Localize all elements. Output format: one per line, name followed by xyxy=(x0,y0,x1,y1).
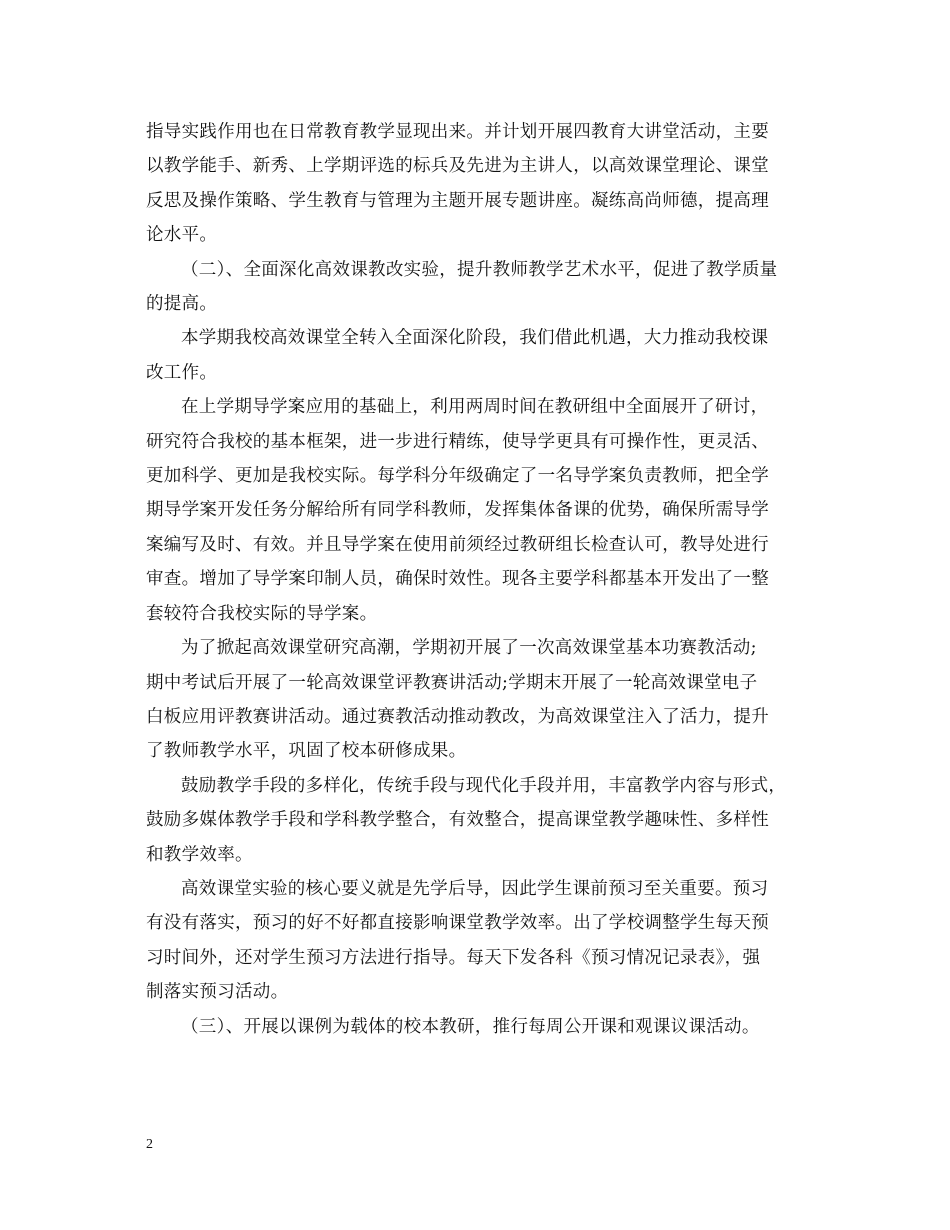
text-line: 套较符合我校实际的导学案。 xyxy=(146,603,378,624)
paragraph-section-2-heading xyxy=(146,253,806,322)
text-line: 期中考试后开展了一轮高效课堂评教赛讲活动;学期末开展了一轮高效课堂电子 xyxy=(146,672,758,693)
page-number: 2 xyxy=(146,1137,153,1152)
text-line: 以教学能手、新秀、上学期评选的标兵及先进为主讲人，以高效课堂理论、课堂 xyxy=(146,156,769,177)
text-line: 期导学案开发任务分解给所有同学科教师，发挥集体备课的优势，确保所需导学 xyxy=(146,500,769,521)
text-line: 本学期我校高效课堂全转入全面深化阶段，我们借此机遇，大力推动我校课 xyxy=(181,328,769,349)
document-body xyxy=(146,115,806,1044)
text-line: 审查。增加了导学案印制人员，确保时效性。现各主要学科都基本开发出了一整 xyxy=(146,569,769,590)
text-line: 有没有落实，预习的好不好都直接影响课堂教学效率。出了学校调整学生每天预 xyxy=(146,913,769,934)
text-line: 高效课堂实验的核心要义就是先学后导，因此学生课前预习至关重要。预习 xyxy=(181,878,769,899)
text-line: （三）、开展以课例为载体的校本教研，推行每周公开课和观课议课活动。 xyxy=(181,1016,760,1037)
text-line: 更加科学、更加是我校实际。每学科分年级确定了一名导学案负责教师，把全学 xyxy=(146,466,769,487)
text-line: 案编写及时、有效。并且导学案在使用前须经过教研组长检查认可，教导处进行 xyxy=(146,534,769,555)
text-line: 在上学期导学案应用的基础上，利用两周时间在教研组中全面展开了研讨， xyxy=(181,397,769,418)
text-line: （二）、全面深化高效课教改实验，提升教师教学艺术水平，促进了教学质量 xyxy=(181,259,778,280)
paragraph-6 xyxy=(146,769,806,872)
text-line: 的提高。 xyxy=(146,294,218,315)
text-line: 制落实预习活动。 xyxy=(146,982,289,1003)
paragraph-section-3-heading xyxy=(146,1010,806,1044)
text-line: 改工作。 xyxy=(146,362,218,383)
text-line: 论水平。 xyxy=(146,225,218,246)
text-line: 习时间外，还对学生预习方法进行指导。每天下发各科《预习情况记录表》，强 xyxy=(146,947,761,968)
text-line: 为了掀起高效课堂研究高潮，学期初开展了一次高效课堂基本功赛教活动; xyxy=(181,638,757,659)
text-line: 和教学效率。 xyxy=(146,844,253,865)
text-line: 指导实践作用也在日常教育教学显现出来。并计划开展四教育大讲堂活动，主要 xyxy=(146,122,769,142)
text-line: 鼓励教学手段的多样化，传统手段与现代化手段并用，丰富教学内容与形式， xyxy=(181,775,787,796)
text-line: 了教师教学水平，巩固了校本研修成果。 xyxy=(146,741,467,762)
paragraph-7 xyxy=(146,872,806,1010)
paragraph-3 xyxy=(146,321,806,390)
text-line: 反思及操作策略、学生教育与管理为主题开展专题讲座。凝练高尚师德，提高理 xyxy=(146,190,769,211)
paragraph-5 xyxy=(146,631,806,769)
paragraph-4 xyxy=(146,390,806,631)
paragraph-1 xyxy=(146,115,806,253)
text-line: 白板应用评教赛讲活动。通过赛教活动推动教改，为高效课堂注入了活力，提升 xyxy=(146,706,769,727)
text-line: 研究符合我校的基本框架，进一步进行精练，使导学更具有可操作性，更灵活、 xyxy=(146,431,769,452)
text-line: 鼓励多媒体教学手段和学科教学整合，有效整合，提高课堂教学趣味性、多样性 xyxy=(146,810,769,831)
